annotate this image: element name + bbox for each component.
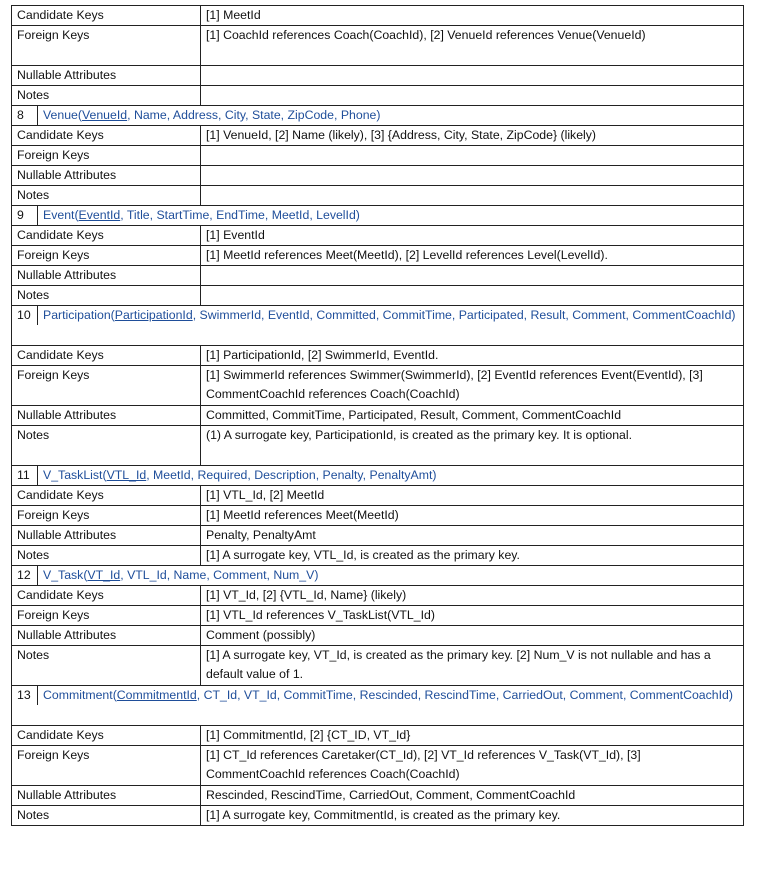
relation-attributes: , MeetId, Required, Description, Penalty, PenaltyAmt) (146, 468, 437, 482)
relation-name: Commitment( (43, 688, 117, 702)
attribute-label: Nullable Attributes (12, 526, 201, 546)
relation-name: Event( (43, 208, 79, 222)
attribute-label: Candidate Keys (12, 226, 201, 246)
attribute-label: Foreign Keys (12, 366, 201, 406)
attribute-label: Candidate Keys (12, 126, 201, 146)
attribute-label: Notes (12, 646, 201, 686)
relation-number: 10 (17, 308, 31, 322)
relation-header-row (12, 306, 744, 346)
relation-number-divider (37, 206, 38, 225)
attribute-row (12, 246, 744, 266)
attribute-value: [1] ParticipationId, [2] SwimmerId, EventId. (201, 346, 744, 366)
attribute-label: Nullable Attributes (12, 66, 201, 86)
attribute-value: [1] VTL_Id references V_TaskList(VTL_Id) (201, 606, 744, 626)
attribute-value: Committed, CommitTime, Participated, Result, Comment, CommentCoachId (201, 406, 744, 426)
relation-name: V_Task( (43, 568, 88, 582)
primary-key: VTL_Id (106, 468, 147, 482)
relation-number-divider (37, 466, 38, 485)
attribute-value: [1] A surrogate key, VTL_Id, is created as the primary key. (201, 546, 744, 566)
primary-key: VT_Id (87, 568, 121, 582)
attribute-row (12, 586, 744, 606)
attribute-row (12, 6, 744, 26)
attribute-row (12, 546, 744, 566)
attribute-row (12, 806, 744, 826)
relation-header-row (12, 686, 744, 726)
attribute-row (12, 26, 744, 66)
attribute-label: Candidate Keys (12, 586, 201, 606)
attribute-value (201, 266, 744, 286)
attribute-value: Comment (possibly) (201, 626, 744, 646)
attribute-row (12, 266, 744, 286)
attribute-row (12, 66, 744, 86)
primary-key: VenueId (81, 108, 128, 122)
attribute-value: Rescinded, RescindTime, CarriedOut, Comment, CommentCoachId (201, 786, 744, 806)
attribute-row (12, 146, 744, 166)
relation-schema-cell (12, 566, 744, 586)
attribute-label: Foreign Keys (12, 746, 201, 786)
attribute-row (12, 606, 744, 626)
relation-attributes: , VTL_Id, Name, Comment, Num_V) (120, 568, 319, 582)
attribute-row (12, 286, 744, 306)
attribute-label: Notes (12, 806, 201, 826)
attribute-row (12, 186, 744, 206)
relation-number-divider (37, 566, 38, 585)
attribute-row (12, 786, 744, 806)
relation-number: 8 (17, 108, 24, 122)
attribute-label: Nullable Attributes (12, 166, 201, 186)
schema-table-body (12, 6, 744, 826)
attribute-value: [1] CommitmentId, [2] {CT_ID, VT_Id} (201, 726, 744, 746)
relation-attributes: , Title, StartTime, EndTime, MeetId, LevelId) (120, 208, 360, 222)
relation-header-row (12, 106, 744, 126)
attribute-label: Notes (12, 546, 201, 566)
relation-number: 9 (17, 208, 24, 222)
attribute-row (12, 746, 744, 786)
attribute-label: Foreign Keys (12, 506, 201, 526)
attribute-value (201, 286, 744, 306)
relation-attributes: , CT_Id, VT_Id, CommitTime, Rescinded, RescindTime, CarriedOut, Comment, CommentCoachId) (196, 688, 733, 702)
attribute-value (201, 86, 744, 106)
attribute-value: [1] MeetId (201, 6, 744, 26)
attribute-row (12, 406, 744, 426)
attribute-value: [1] SwimmerId references Swimmer(SwimmerId), [2] EventId references Event(EventId), [3] CommentCoachId references Coach(CoachId) (201, 366, 744, 406)
attribute-value (201, 146, 744, 166)
attribute-value: [1] CT_Id references Caretaker(CT_Id), [2] VT_Id references V_Task(VT_Id), [3] CommentCoachId references Coach(CoachId) (201, 746, 744, 786)
primary-key: ParticipationId (114, 308, 193, 322)
relation-number-divider (37, 306, 38, 325)
attribute-row (12, 726, 744, 746)
attribute-row (12, 626, 744, 646)
attribute-label: Notes (12, 86, 201, 106)
relation-schema-cell (12, 206, 744, 226)
attribute-value: [1] VT_Id, [2] {VTL_Id, Name} (likely) (201, 586, 744, 606)
primary-key: CommitmentId (116, 688, 197, 702)
attribute-value: [1] VenueId, [2] Name (likely), [3] {Address, City, State, ZipCode} (likely) (201, 126, 744, 146)
attribute-value: [1] CoachId references Coach(CoachId), [2] VenueId references Venue(VenueId) (201, 26, 744, 66)
attribute-value: [1] MeetId references Meet(MeetId), [2] LevelId references Level(LevelId). (201, 246, 744, 266)
attribute-label: Candidate Keys (12, 486, 201, 506)
relation-number-divider (37, 686, 38, 705)
attribute-label: Nullable Attributes (12, 406, 201, 426)
attribute-label: Candidate Keys (12, 6, 201, 26)
relation-header-row (12, 206, 744, 226)
attribute-label: Notes (12, 186, 201, 206)
attribute-value: Penalty, PenaltyAmt (201, 526, 744, 546)
attribute-row (12, 366, 744, 406)
attribute-value (201, 186, 744, 206)
relation-number: 13 (17, 688, 31, 702)
attribute-row (12, 506, 744, 526)
attribute-value: [1] A surrogate key, CommitmentId, is created as the primary key. (201, 806, 744, 826)
relation-header-row (12, 466, 744, 486)
attribute-row (12, 426, 744, 466)
attribute-value: [1] VTL_Id, [2] MeetId (201, 486, 744, 506)
attribute-label: Nullable Attributes (12, 626, 201, 646)
relation-schema-cell (12, 466, 744, 486)
attribute-value: [1] EventId (201, 226, 744, 246)
relation-schema-cell (12, 686, 744, 726)
relation-number: 11 (17, 468, 30, 482)
attribute-label: Candidate Keys (12, 346, 201, 366)
relation-name: V_TaskList( (43, 468, 107, 482)
attribute-label: Foreign Keys (12, 26, 201, 66)
attribute-label: Foreign Keys (12, 246, 201, 266)
attribute-value: (1) A surrogate key, ParticipationId, is created as the primary key. It is optional. (201, 426, 744, 466)
attribute-value (201, 66, 744, 86)
relation-name: Participation( (43, 308, 115, 322)
attribute-row (12, 226, 744, 246)
relation-attributes: , Name, Address, City, State, ZipCode, Phone) (127, 108, 381, 122)
attribute-row (12, 166, 744, 186)
attribute-label: Notes (12, 426, 201, 466)
attribute-value (201, 166, 744, 186)
attribute-row (12, 526, 744, 546)
schema-table (11, 5, 744, 826)
relation-number: 12 (17, 568, 31, 582)
attribute-value: [1] MeetId references Meet(MeetId) (201, 506, 744, 526)
relation-schema-cell (12, 306, 744, 346)
attribute-row (12, 126, 744, 146)
primary-key: EventId (78, 208, 121, 222)
attribute-label: Nullable Attributes (12, 786, 201, 806)
attribute-label: Notes (12, 286, 201, 306)
relation-schema-cell (12, 106, 744, 126)
attribute-label: Nullable Attributes (12, 266, 201, 286)
attribute-label: Foreign Keys (12, 606, 201, 626)
attribute-label: Foreign Keys (12, 146, 201, 166)
attribute-row (12, 646, 744, 686)
relation-name: Venue( (43, 108, 82, 122)
attribute-row (12, 346, 744, 366)
attribute-label: Candidate Keys (12, 726, 201, 746)
attribute-row (12, 486, 744, 506)
relation-header-row (12, 566, 744, 586)
relation-number-divider (37, 106, 38, 125)
relation-attributes: , SwimmerId, EventId, Committed, CommitTime, Participated, Result, Comment, CommentCoachId) (192, 308, 736, 322)
attribute-value: [1] A surrogate key, VT_Id, is created as the primary key. [2] Num_V is not nullable and has a default value of 1. (201, 646, 744, 686)
attribute-row (12, 86, 744, 106)
